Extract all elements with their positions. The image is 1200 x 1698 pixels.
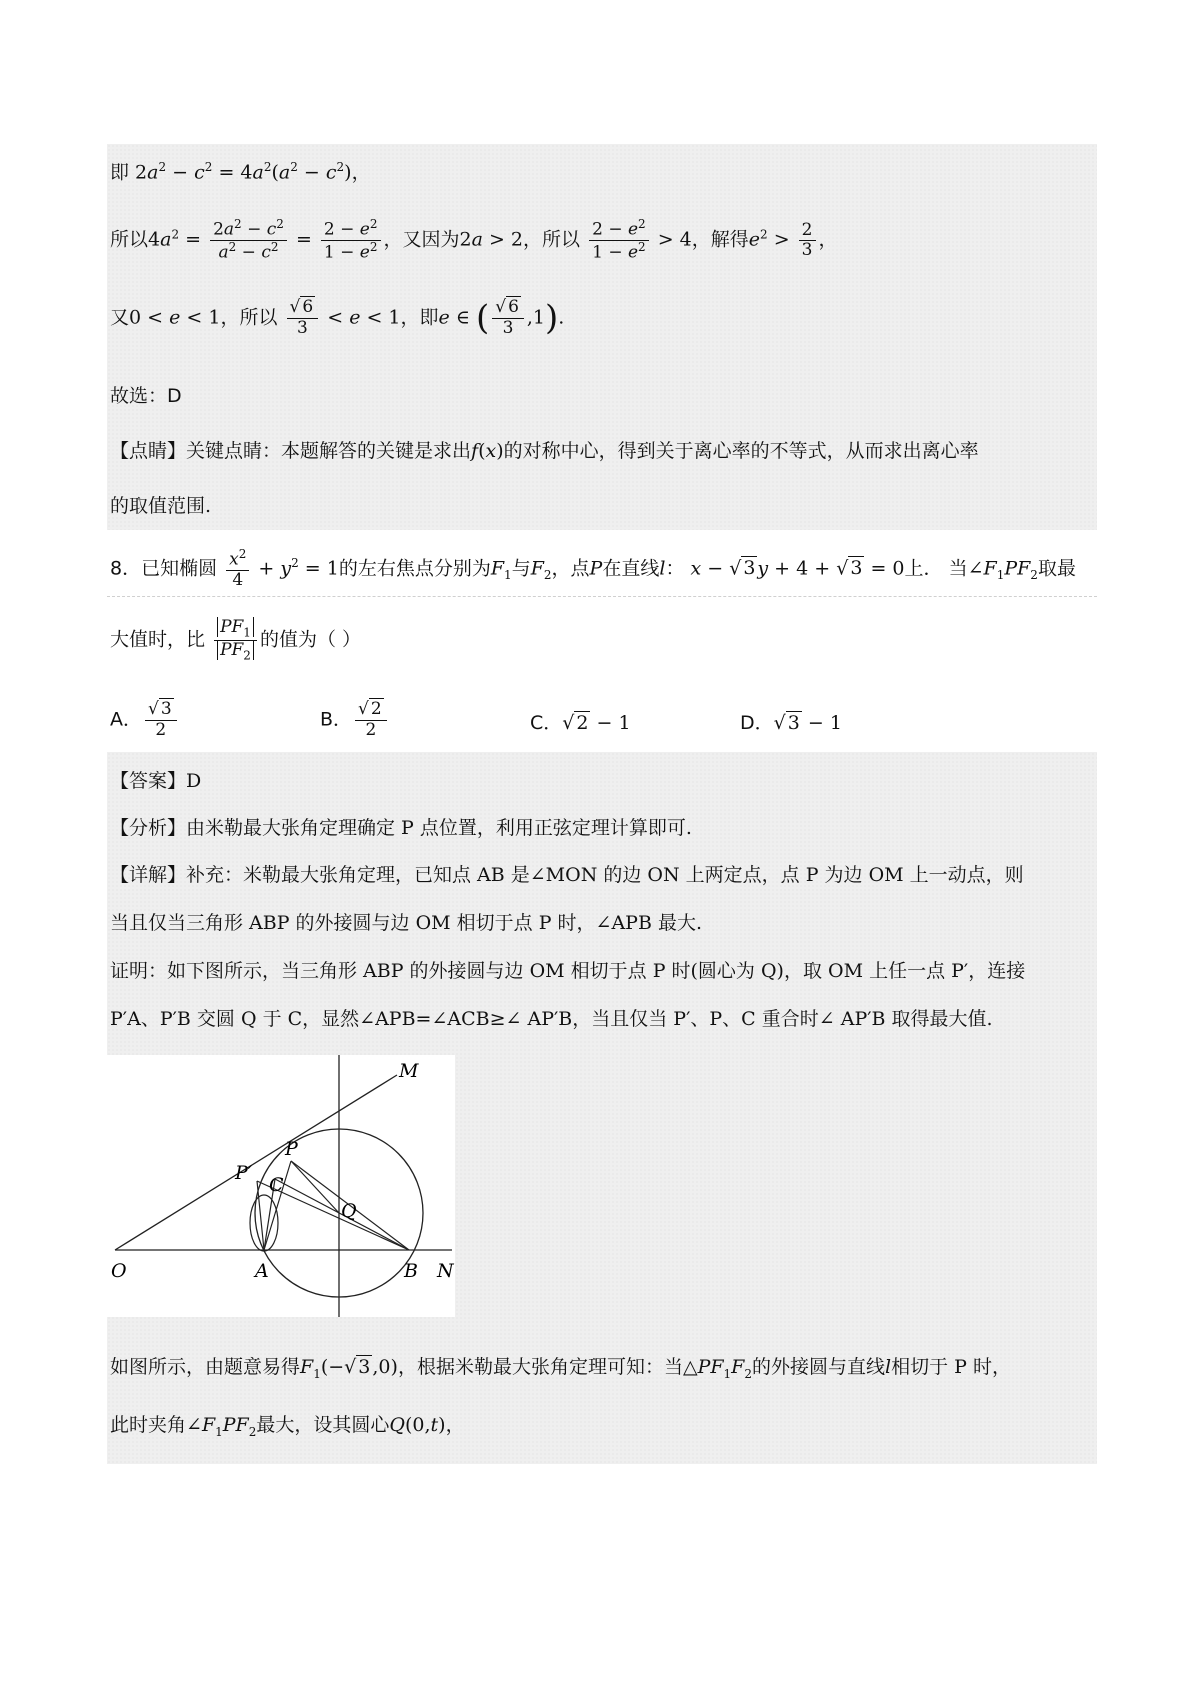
detail-line-1: 【详解】补充：米勒最大张角定理，已知点 AB 是∠MON 的边 ON 上两定点，点 P 为边 OM 上一动点，则 — [110, 864, 1024, 886]
detail-line-2: 当且仅当三角形 ABP 的外接圆与边 OM 相切于点 P 时，∠APB 最大. — [110, 912, 702, 934]
segment-PQ — [291, 1161, 339, 1213]
label-P: P — [285, 1138, 298, 1160]
dashed-separator — [107, 596, 1097, 597]
option-d: D．√ 3 − 1 — [740, 712, 842, 734]
label-Pprime: P′ — [235, 1162, 253, 1184]
label-C: C — [269, 1174, 284, 1196]
choice-line: 故选：D — [110, 385, 182, 407]
proof-line-1: 证明：如下图所示，当三角形 ABP 的外接圆与边 OM 相切于点 P 时(圆心为 Q)，取 OM 上任一点 P′，连接 — [110, 960, 1026, 982]
option-a: A． $\frac{√ 3}{2}$ — [110, 700, 180, 740]
proof-line-2: P′A、P′B 交圆 Q 于 C，显然∠APB=∠ACB≥∠ AP′B，当且仅当 P′、P、C 重合时∠ AP′B 取得最大值. — [110, 1008, 993, 1030]
label-M: M — [399, 1060, 419, 1082]
geometry-figure — [107, 1055, 455, 1317]
label-B: B — [404, 1260, 418, 1282]
segment-PpA — [257, 1181, 264, 1250]
after-figure-line-2: 此时夹角$\angle F_1PF_2$最大，设其圆心Q(0,t)， — [110, 1414, 465, 1439]
equation-line-1: 即 $2a^2 - c^2 = 4a^2(a^2 - c^2)$， — [110, 160, 371, 184]
arc-C — [250, 1195, 278, 1251]
equation-line-2: 所以$4a^2$ = $\frac{2a^2 - c^2}{a^2 - c^2}$ = $\frac{2 - e^2}{1 - e^2}$ ，又因为2a > 2，所以 $\frac{2 - e^2}{1 - e^2}$ > 4，解得$e^2$ > $\frac{2}{3}$ ， — [110, 217, 838, 263]
answer-line: 【答案】D — [110, 770, 202, 792]
after-figure-line-1: 如图所示，由题意易得$F_1(-√$ 3 ,0)，根据米勒最大张角定理可知：当$\triangle PF_1F_2$的外接圆与直线l相切于 P 时， — [110, 1356, 1011, 1381]
option-c: C．√ 2 − 1 — [530, 712, 631, 734]
question-8-line-2: 大值时，比 $\frac{PF_1}{PF_2}$ 的值为（ ） — [110, 617, 361, 663]
question-8-line-1: 8．已知椭圆 $\frac{x^2}{4}$ + $y^2 = 1$的左右焦点分别为$F_1$与$F_2$，点P在直线l： x − √ 3 y + 4 + √ 3 = 0上． 当$\angle F_1PF_2$取最 — [110, 547, 1076, 591]
option-b: B． $\frac{√ 2}{2}$ — [320, 700, 390, 740]
tip-line-2: 的取值范围. — [110, 495, 212, 517]
tip-line-1: 【点睛】关键点睛：本题解答的关键是求出f(x)的对称中心，得到关于离心率的不等式，从而求出离心率 — [110, 440, 979, 462]
label-N: N — [437, 1260, 454, 1282]
equation-line-3: 又0 < e < 1，所以 $\frac{√ 6}{3}$ < e < 1，即e ∈ ( $\frac{√ 6}{3}$ ,1). — [110, 297, 565, 338]
figure-svg — [107, 1055, 455, 1317]
label-A: A — [255, 1260, 269, 1282]
label-Q: Q — [341, 1200, 357, 1222]
analysis-line: 【分析】由米勒最大张角定理确定 P 点位置，利用正弦定理计算即可. — [110, 817, 692, 839]
label-O: O — [111, 1260, 127, 1282]
